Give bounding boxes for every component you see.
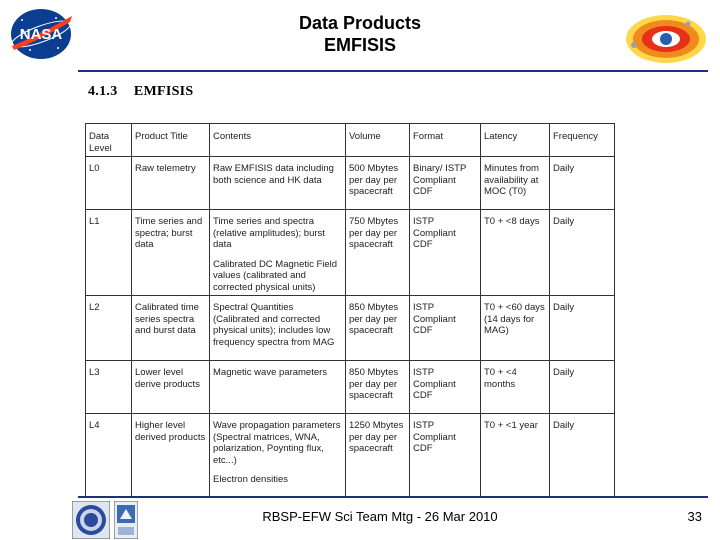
cell-level: L0 [86, 157, 132, 210]
cell-title: Time series and spectra; burst data [132, 210, 210, 296]
table-row [86, 414, 615, 497]
cell-title: Lower level derive products [132, 361, 210, 414]
cell-level: L3 [86, 361, 132, 414]
cell-volume: 500 Mbytes per day per spacecraft [346, 157, 410, 210]
column-header-data-level: Data Level [86, 124, 132, 157]
cell-level: L1 [86, 210, 132, 296]
table-row [86, 157, 615, 210]
cell-latency: T0 + <60 days (14 days for MAG) [481, 296, 550, 361]
cell-latency: Minutes from availability at MOC (T0) [481, 157, 550, 210]
page-title [0, 12, 720, 56]
radiation-belts-logo [614, 10, 710, 68]
data-products-table [85, 123, 615, 497]
cell-contents [210, 157, 346, 210]
column-header-frequency: Frequency [550, 124, 615, 157]
column-header-latency: Latency [481, 124, 550, 157]
cell-latency: T0 + <4 months [481, 361, 550, 414]
footer-meeting-text: RBSP-EFW Sci Team Mtg - 26 Mar 2010 [262, 509, 498, 524]
page-number: 33 [687, 509, 702, 524]
contents-text: Wave propagation parameters (Spectral matrices, WNA, polarization, Poynting flux, etc...) [213, 420, 341, 466]
cell-volume: 750 Mbytes per day per spacecraft [346, 210, 410, 296]
table-row [86, 296, 615, 361]
cell-volume: 1250 Mbytes per day per spacecraft [346, 414, 410, 497]
column-header-product-title: Product Title [132, 124, 210, 157]
nasa-logo-text: NASA [19, 26, 63, 43]
contents-text: Time series and spectra (relative amplitudes); burst data [213, 216, 325, 250]
cell-format: Binary/ ISTP Compliant CDF [410, 157, 481, 210]
section-heading [88, 84, 194, 100]
cell-title: Higher level derived products [132, 414, 210, 497]
contents-text: Magnetic wave parameters [213, 367, 328, 378]
table-header-row [86, 124, 615, 157]
cell-latency: T0 + <1 year [481, 414, 550, 497]
cell-frequency: Daily [550, 157, 615, 210]
column-header-format: Format [410, 124, 481, 157]
header-divider [78, 70, 708, 72]
column-header-contents: Contents [210, 124, 346, 157]
cell-frequency: Daily [550, 361, 615, 414]
cell-contents [210, 296, 346, 361]
section-number: 4.1.3 [88, 84, 118, 99]
cell-format: ISTP Compliant CDF [410, 210, 481, 296]
cell-level: L2 [86, 296, 132, 361]
cell-contents [210, 414, 346, 497]
title-line-1: Data Products [298, 13, 422, 33]
cell-contents [210, 210, 346, 296]
cell-format: ISTP Compliant CDF [410, 414, 481, 497]
cell-frequency: Daily [550, 414, 615, 497]
cell-frequency: Daily [550, 296, 615, 361]
contents-text: Raw EMFISIS data including both science and HK data [213, 163, 334, 186]
footer-divider [78, 496, 708, 498]
cell-level: L4 [86, 414, 132, 497]
cell-title: Calibrated time series spectra and burst data [132, 296, 210, 361]
contents-text: Electron densities [213, 474, 288, 485]
title-line-2: EMFISIS [323, 35, 396, 55]
cell-format: ISTP Compliant CDF [410, 361, 481, 414]
cell-volume: 850 Mbytes per day per spacecraft [346, 361, 410, 414]
column-header-volume: Volume [346, 124, 410, 157]
contents-text: Calibrated DC Magnetic Field values (calibrated and corrected physical units) [213, 258, 338, 293]
table-row [86, 210, 615, 296]
cell-format: ISTP Compliant CDF [410, 296, 481, 361]
cell-contents [210, 361, 346, 414]
cell-latency: T0 + <8 days [481, 210, 550, 296]
contents-text: Spectral Quantities (Calibrated and corrected physical units); includes low frequency spectra from MAG [213, 302, 335, 348]
cell-frequency: Daily [550, 210, 615, 296]
section-title: EMFISIS [133, 84, 194, 99]
cell-volume: 850 Mbytes per day per spacecraft [346, 296, 410, 361]
cell-title: Raw telemetry [132, 157, 210, 210]
table-row [86, 361, 615, 414]
